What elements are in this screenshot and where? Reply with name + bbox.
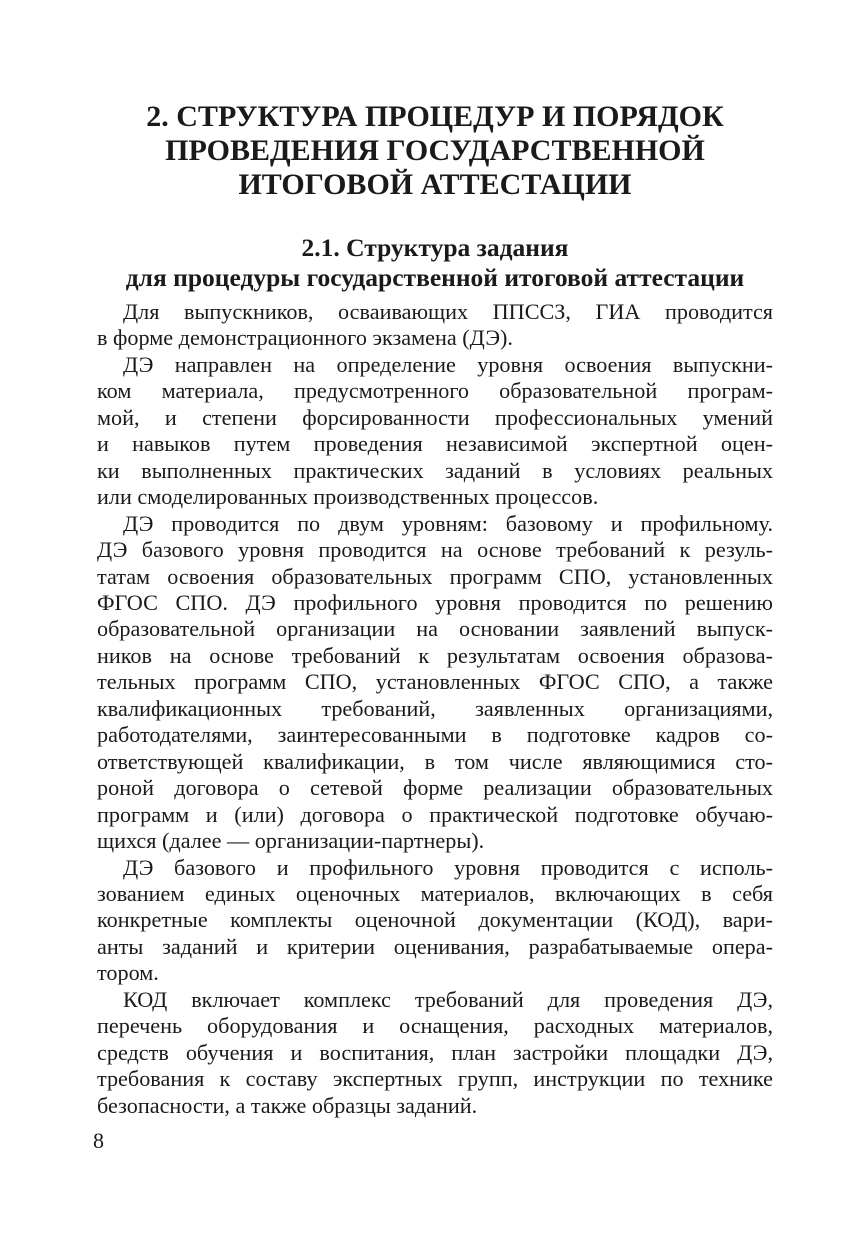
- text-line: ки выполненных практических заданий в условиях реальных: [97, 457, 773, 483]
- page-content: [97, 100, 773, 1119]
- text-line: щихся (далее — организации-партнеры).: [97, 828, 485, 854]
- text-line: или смоделированных производственных процессов.: [97, 484, 599, 510]
- chapter-title: [97, 100, 773, 202]
- text-line: требования к составу экспертных групп, инструкции по технике: [97, 1066, 773, 1092]
- chapter-title-line: ИТОГОВОЙ АТТЕСТАЦИИ: [238, 168, 632, 201]
- paragraph-2: [97, 352, 773, 511]
- text-line: безопасности, а также образцы заданий.: [97, 1092, 478, 1118]
- chapter-title-line: ПРОВЕДЕНИЯ ГОСУДАРСТВЕННОЙ: [165, 134, 705, 167]
- text-line: в форме демонстрационного экзамена (ДЭ).: [97, 325, 513, 351]
- text-line: и навыков путем проведения независимой экспертной оцен-: [97, 431, 773, 457]
- body-text: [97, 299, 773, 1119]
- text-line: перечень оборудования и оснащения, расходных материалов,: [97, 1013, 773, 1039]
- text-line: программ и (или) договора о практической подготовке обучаю-: [97, 801, 773, 827]
- text-line: ДЭ базового и профильного уровня проводится с исполь-: [123, 854, 773, 880]
- text-line: татам освоения образовательных программ СПО, установленных: [97, 563, 773, 589]
- section-title-line: для процедуры государственной итоговой аттестации: [125, 263, 745, 292]
- page-number: 8: [93, 1128, 104, 1153]
- text-line: КОД включает комплекс требований для проведения ДЭ,: [123, 986, 773, 1012]
- section-title: [97, 233, 773, 293]
- text-line: ФГОС СПО. ДЭ профильного уровня проводится по решению: [97, 589, 773, 615]
- text-line: Для выпускников, осваивающих ППССЗ, ГИА проводится: [123, 299, 773, 324]
- text-line: ответствующей квалификации, в том числе являющимися сто-: [97, 748, 773, 774]
- text-line: анты заданий и критерии оценивания, разрабатываемые опера-: [97, 933, 773, 959]
- text-line: ком материала, предусмотренного образовательной програм-: [97, 378, 773, 404]
- section-title-line: 2.1. Структура задания: [301, 233, 569, 262]
- text-line: ДЭ проводится по двум уровням: базовому и профильному.: [123, 510, 773, 536]
- text-line: средств обучения и воспитания, план застройки площадки ДЭ,: [97, 1039, 773, 1065]
- text-line: мой, и степени форсированности профессиональных умений: [97, 404, 773, 430]
- paragraph-5: [97, 987, 773, 1119]
- text-line: роной договора о сетевой форме реализации образовательных: [97, 775, 773, 801]
- text-line: ДЭ направлен на определение уровня освоения выпускни-: [123, 351, 773, 377]
- text-line: квалификационных требований, заявленных организациями,: [97, 695, 773, 721]
- chapter-title-line: 2. СТРУКТУРА ПРОЦЕДУР И ПОРЯДОК: [146, 100, 724, 133]
- paragraph-4: [97, 855, 773, 987]
- text-line: ников на основе требований к результатам освоения образова-: [97, 642, 773, 668]
- text-line: работодателями, заинтересованными в подготовке кадров со-: [97, 722, 773, 748]
- paragraph-1: [97, 299, 773, 352]
- paragraph-3: [97, 511, 773, 855]
- text-line: тельных программ СПО, установленных ФГОС СПО, а также: [97, 669, 773, 695]
- text-line: образовательной организации на основании заявлений выпуск-: [97, 616, 773, 642]
- text-line: ДЭ базового уровня проводится на основе требований к резуль-: [97, 537, 773, 563]
- text-line: конкретные комплекты оценочной документации (КОД), вари-: [97, 907, 773, 933]
- text-line: зованием единых оценочных материалов, включающих в себя: [97, 880, 773, 906]
- text-line: тором.: [97, 960, 159, 986]
